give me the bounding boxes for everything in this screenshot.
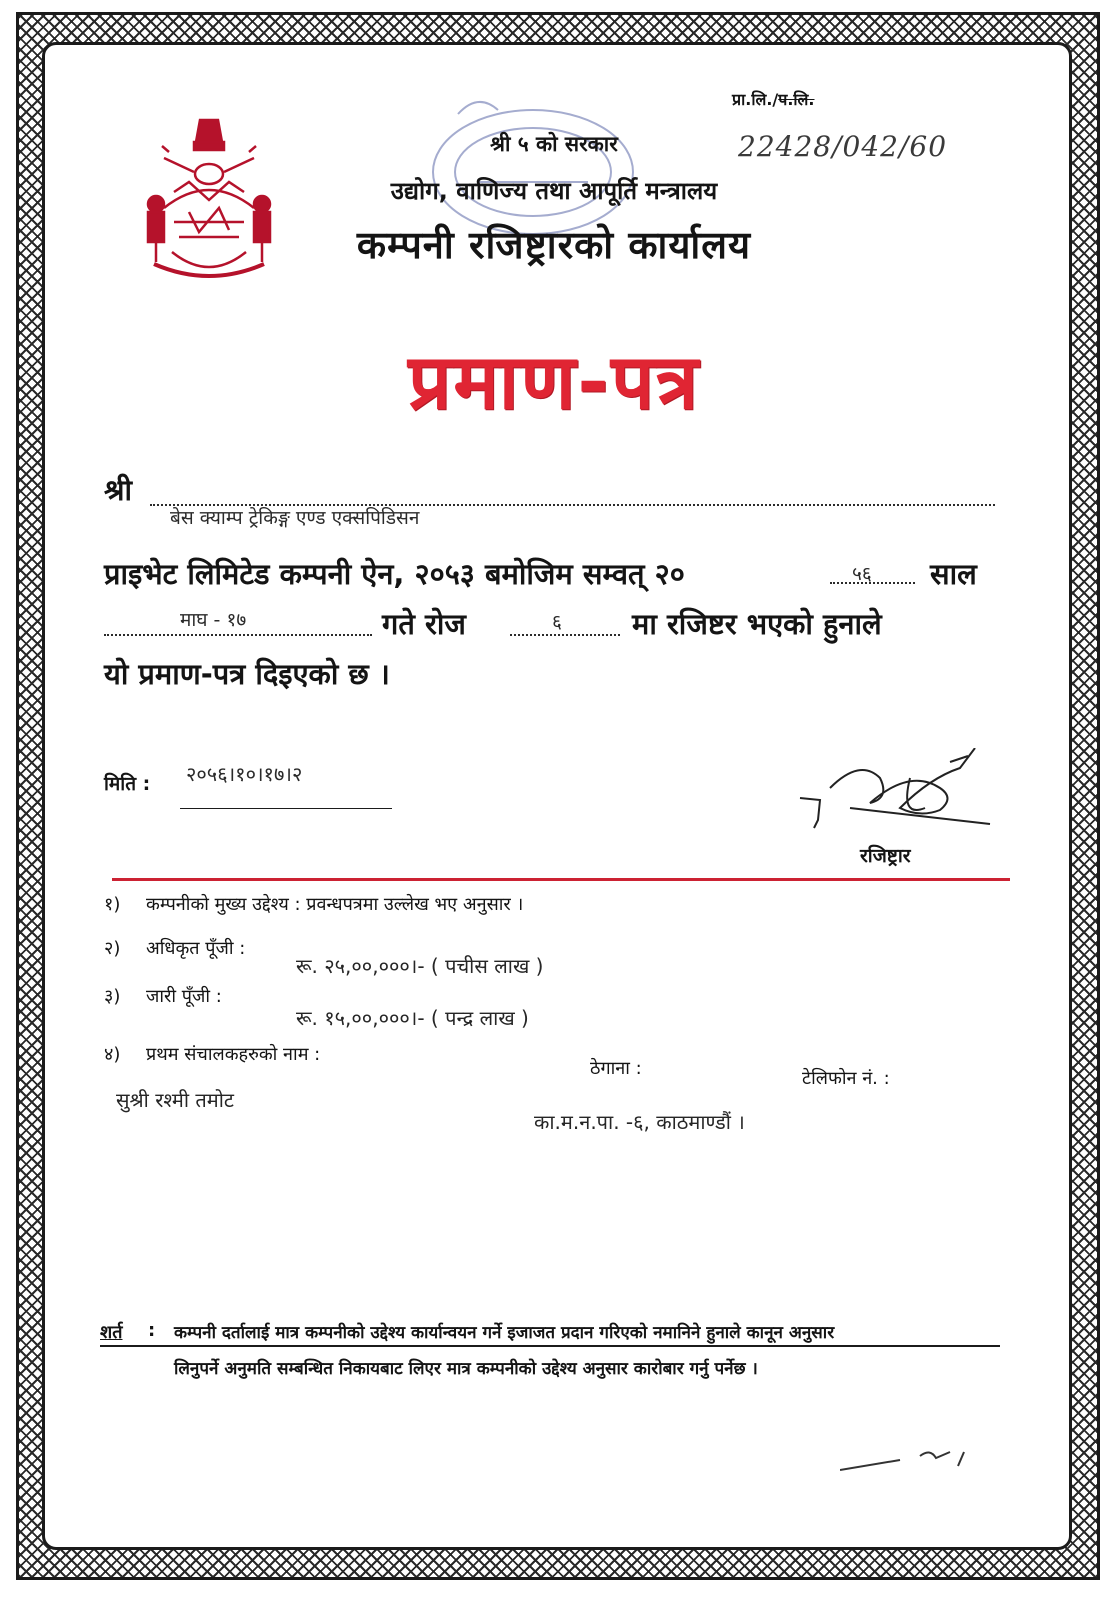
item2-number: २) xyxy=(104,938,121,959)
office-heading: कम्पनी रजिष्ट्रारको कार्यालय xyxy=(356,223,752,267)
gate-label: गते रोज xyxy=(382,607,466,641)
directors-label: प्रथम संचालकहरुको नाम : xyxy=(146,1044,321,1065)
registration-number: 22428/042/60 xyxy=(738,130,948,163)
registration-year: ५६ xyxy=(852,563,872,585)
date-underline xyxy=(180,808,392,809)
registration-weekday: ६ xyxy=(552,611,562,633)
registrar-signature xyxy=(790,748,1010,848)
item4-number: ४) xyxy=(104,1044,121,1065)
year-dots xyxy=(830,582,915,584)
date-label: मिति : xyxy=(104,773,151,795)
ministry-heading: उद्योग, वाणिज्य तथा आपूर्ति मन्त्रालय xyxy=(390,177,718,205)
registration-type-label xyxy=(732,88,815,110)
shree-label: श्री xyxy=(104,473,133,507)
item3-number: ३) xyxy=(104,986,121,1007)
registration-type-prefix: प्रा.लि./ xyxy=(732,90,779,109)
terms-colon: : xyxy=(148,1320,156,1341)
terms-label: शर्त xyxy=(100,1322,123,1343)
phone-label: टेलिफोन नं. : xyxy=(802,1068,890,1089)
issued-capital-label: जारी पूँजी : xyxy=(146,986,222,1007)
terms-line2: लिनुपर्ने अनुमति सम्बन्धित निकायबाट लिएर मात्र कम्पनीको उद्देश्य अनुसार कारोबार गर्नु पर्नेछ । xyxy=(174,1359,758,1379)
registration-type-struck: प.लि. xyxy=(778,90,815,109)
government-heading: श्री ५ को सरकार xyxy=(490,132,618,156)
registrar-title: रजिष्ट्रार xyxy=(860,845,911,867)
director-address: का.म.न.पा. -६, काठमाण्डौं । xyxy=(534,1110,745,1134)
address-label: ठेगाना : xyxy=(590,1058,642,1079)
month-day-dots xyxy=(104,634,372,636)
main-objective: कम्पनीको मुख्य उद्देश्य : प्रवन्धपत्रमा उल्लेख भए अनुसार । xyxy=(146,894,524,915)
certificate-line1: प्राइभेट लिमिटेड कम्पनी ऐन, २०५३ बमोजिम सम्वत् २० xyxy=(104,557,685,591)
weekday-dots xyxy=(510,634,620,636)
registration-month-day: माघ - १७ xyxy=(180,609,247,631)
authorized-capital-label: अधिकृत पूँजी : xyxy=(146,938,246,959)
director-name: सुश्री रश्मी तमोट xyxy=(116,1088,235,1112)
certificate-line3: यो प्रमाण-पत्र दिइएको छ । xyxy=(104,657,390,691)
terms-divider xyxy=(100,1345,1000,1347)
year-suffix: साल xyxy=(930,557,977,591)
issued-capital-value: रू. १५,००,०००।- ( पन्द्र लाख ) xyxy=(296,1006,529,1030)
certificate-title: प्रमाण-पत्र xyxy=(408,337,700,426)
initials-mark xyxy=(840,1442,980,1482)
authorized-capital-value: रू. २५,००,०००।- ( पचीस लाख ) xyxy=(296,954,544,978)
section-divider-red xyxy=(112,878,1010,881)
certificate-line2: मा रजिष्टर भएको हुनाले xyxy=(632,607,882,641)
company-name: बेस क्याम्प ट्रेकिङ्ग एण्ड एक्सपिडिसन xyxy=(170,507,420,529)
terms-line1: कम्पनी दर्तालाई मात्र कम्पनीको उद्देश्य कार्यान्वयन गर्ने इजाजत प्रदान गरिएको नमानिने हुनाले कानून अनुसार xyxy=(174,1323,835,1343)
date-value: २०५६।१०।१७।२ xyxy=(186,762,303,786)
item1-number: १) xyxy=(104,894,121,915)
